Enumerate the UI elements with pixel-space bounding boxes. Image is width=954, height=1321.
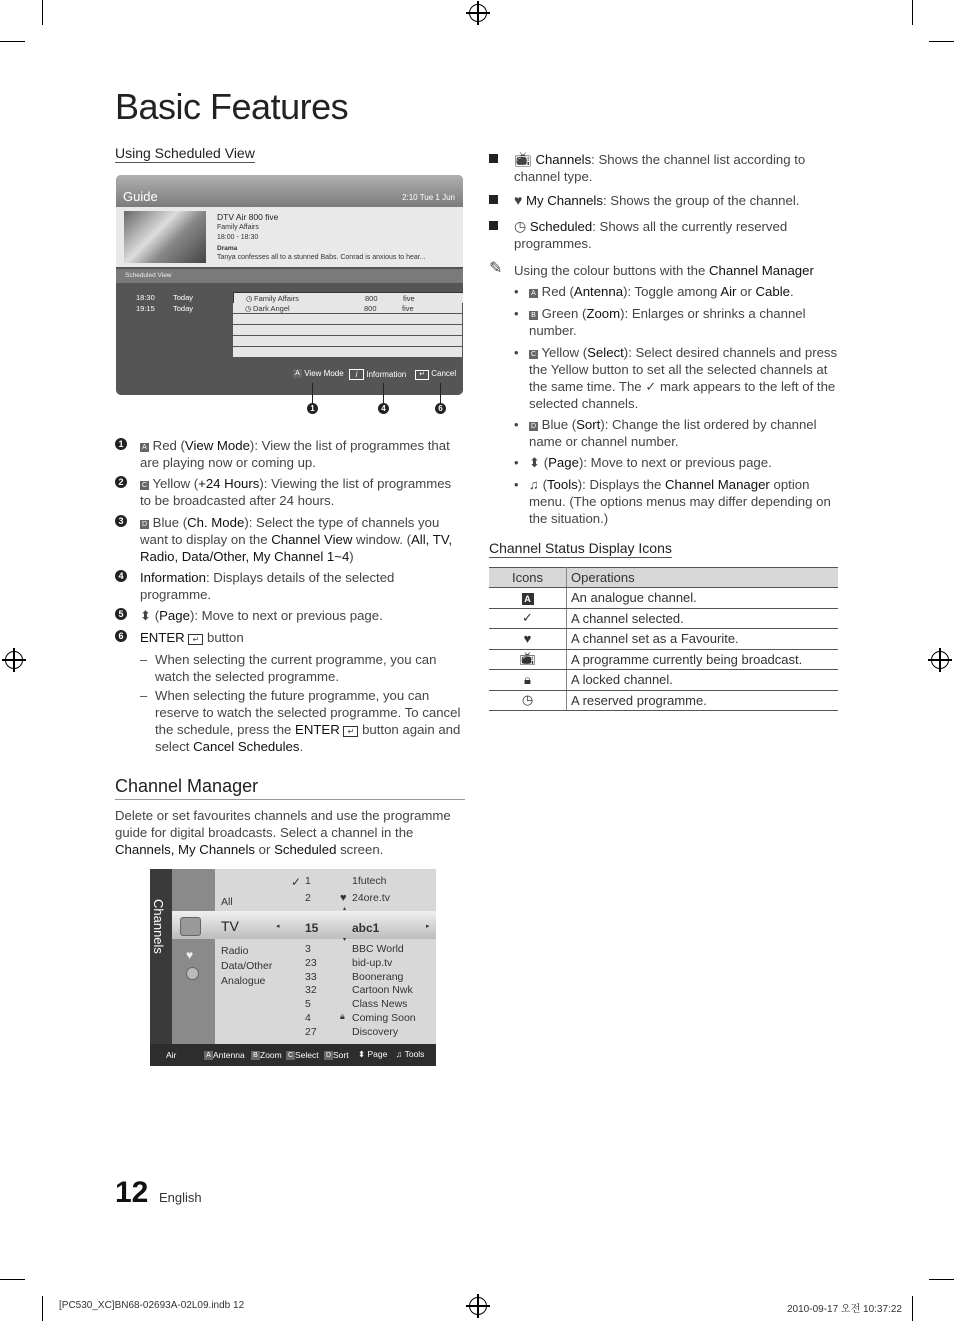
list-item: [514, 305, 838, 339]
item-number: 1: [115, 438, 127, 450]
table-row[interactable]: [116, 292, 463, 303]
text: option menu. (The options menus may differ depending on the situation.): [529, 477, 831, 526]
dash-marker: –: [140, 652, 148, 667]
text: Yellow (: [541, 345, 588, 360]
yellow-c-key-icon: C: [287, 1052, 294, 1059]
text: : Shows the group of the channel.: [602, 193, 800, 208]
crop-mark: [42, 0, 43, 25]
channel-name[interactable]: Cartoon Nwk: [352, 984, 413, 996]
table-row[interactable]: [116, 325, 463, 336]
operation-cell: A programme currently being broadcast.: [567, 649, 839, 670]
item-number: 4: [115, 570, 127, 582]
bold-text: My Channels: [525, 193, 603, 208]
note: [489, 262, 838, 279]
registration-mark-icon: [931, 651, 949, 669]
dash-marker: –: [140, 688, 148, 703]
bold-text: Air: [720, 284, 737, 299]
table-row: [489, 629, 838, 650]
check-icon: ✓: [645, 379, 657, 394]
yellow-c-key-icon: C: [530, 351, 537, 358]
callout-line: [312, 383, 313, 403]
table-row[interactable]: [116, 347, 463, 358]
crop-mark: [929, 41, 954, 42]
list-item: [115, 437, 465, 471]
list-item: [489, 192, 838, 209]
channel-number: 33: [305, 971, 317, 983]
scheduled-view-band: [116, 269, 463, 283]
list-item: [115, 514, 465, 565]
bold-text: All, TV, Radio, Data/Other, My Channel 1~4: [140, 532, 453, 564]
text: When selecting the current programme, you can watch the selected programme.: [155, 652, 437, 684]
guide-screen: [116, 175, 463, 395]
bold-text: Cable: [755, 284, 790, 299]
tv-icon[interactable]: [180, 917, 201, 936]
channel-name[interactable]: BBC World: [352, 943, 404, 955]
table-row: [489, 670, 838, 691]
text: ): Select the type of channels you want to display on the: [140, 515, 440, 547]
page-number: 12: [115, 1176, 149, 1209]
channel-number: 27: [305, 1026, 317, 1038]
channel-name[interactable]: Class News: [352, 998, 408, 1010]
list-item: [140, 687, 465, 755]
icon-cell: [489, 588, 567, 609]
channel-name[interactable]: Boonerang: [352, 971, 404, 983]
bold-text: Cancel Schedules: [193, 739, 300, 754]
guide-clock: 2:10 Tue 1 Jun: [402, 193, 455, 202]
bold-text: Select: [587, 345, 624, 360]
channel-name[interactable]: bid-up.tv: [352, 957, 393, 969]
zoom-button[interactable]: [251, 1050, 282, 1060]
view-mode-label: View Mode: [304, 369, 344, 378]
row-name: five: [403, 294, 415, 303]
item-number: 3: [115, 515, 127, 527]
row-title: Family Affairs: [254, 294, 299, 303]
cancel-button[interactable]: [415, 369, 456, 380]
channel-number: 1: [305, 875, 311, 887]
channel-number: 23: [305, 957, 317, 969]
channel-name[interactable]: 24ore.tv: [352, 892, 390, 904]
category-all[interactable]: All: [221, 896, 233, 908]
channel-status-table: [489, 567, 838, 711]
row-time: 19:15: [136, 304, 155, 313]
selected-row-highlight[interactable]: [172, 911, 436, 939]
sort-label: Sort: [333, 1050, 349, 1060]
view-mode-button[interactable]: [293, 369, 344, 378]
icon-cell: [489, 608, 567, 629]
bold-text: Channels: [535, 152, 592, 167]
red-a-key-icon: A: [529, 289, 538, 298]
bold-text: Channel Manager: [709, 263, 814, 278]
text: ): Toggle among: [623, 284, 721, 299]
category-column: [172, 869, 215, 1044]
operation-cell: An analogue channel.: [567, 588, 839, 609]
bold-text: Sort: [576, 417, 601, 432]
bold-text: Tools: [546, 477, 578, 492]
select-label: Select: [295, 1050, 319, 1060]
list-item: [115, 569, 465, 603]
guide-programme: Family Affairs: [217, 224, 259, 231]
lock-icon: 🔒︎: [340, 1011, 345, 1021]
row-title: Dark Angel: [253, 304, 290, 313]
zoom-label: Zoom: [260, 1050, 282, 1060]
icon-cell: [489, 670, 567, 691]
callout-1: 1: [307, 403, 318, 414]
bullet-dot: •: [514, 345, 519, 360]
channel-name[interactable]: Discovery: [352, 1026, 399, 1038]
antenna-label: Antenna: [213, 1050, 245, 1060]
page-title: Basic Features: [115, 86, 349, 127]
guide-title: Guide: [123, 189, 158, 204]
guide-header: [116, 175, 463, 207]
blue-d-key-icon: D: [141, 521, 148, 528]
channels-tab-icon: 📺︎: [514, 151, 532, 167]
channel-number: 2: [305, 892, 311, 904]
list-item: [514, 454, 838, 471]
bullet-dot: •: [514, 477, 519, 492]
crop-mark: [912, 1296, 913, 1321]
text: .: [789, 284, 794, 299]
page-label: Page: [367, 1049, 388, 1059]
text: ): Viewing the list of programmes to be broadcasted after 24 hours.: [140, 476, 452, 508]
list-item: [489, 151, 838, 185]
red-a-key-icon: A: [140, 443, 149, 452]
guide-synopsis: Tanya confesses all to a stunned Babs. Conrad is anxious to hear...: [217, 254, 426, 261]
text: ): Select desired channels and press the Yellow button to set all the selected channels at the same time. The: [529, 345, 838, 394]
table-row: [489, 588, 838, 609]
bullet-dot: •: [514, 284, 519, 299]
bullet-dot: •: [514, 417, 519, 432]
channel-name[interactable]: 1futech: [352, 875, 387, 887]
table-row[interactable]: [116, 336, 463, 347]
text: ): Displays the: [577, 477, 665, 492]
table-row: [489, 690, 838, 711]
enter-icon: ↵: [415, 370, 429, 380]
note-pencil-icon: ✎: [489, 260, 503, 277]
row-num: 800: [364, 304, 377, 313]
bullet-dot: •: [514, 455, 519, 470]
info-icon: i: [349, 369, 364, 380]
text: ): Move to next or previous page.: [578, 455, 772, 470]
bold-text: Channel View: [271, 532, 353, 547]
page-updown-icon: ⬍: [140, 608, 152, 623]
cancel-label: Cancel: [431, 369, 457, 378]
column-header: Icons: [489, 568, 567, 588]
tools-icon: ♫: [529, 477, 539, 492]
row-day: Today: [173, 304, 194, 313]
list-item: [115, 629, 465, 646]
lock-icon: 🔒︎: [524, 671, 531, 687]
text: mark appears to the left of the selected channels.: [529, 379, 836, 411]
clock-icon: ◷: [245, 304, 252, 313]
list-item: [514, 344, 838, 412]
list-item: [115, 475, 465, 509]
channel-number: 32: [305, 984, 317, 996]
list-item: [514, 416, 838, 450]
table-row[interactable]: [116, 314, 463, 325]
print-slug-file: [PC530_XC]BN68-02693A-02L09.indb 12: [59, 1300, 245, 1311]
category-analogue[interactable]: Analogue: [221, 975, 266, 987]
guide-channel: DTV Air 800 five: [217, 212, 279, 222]
channel-number: 4: [305, 1012, 311, 1024]
bold-text: Channel Manager: [664, 477, 770, 492]
heart-icon: ♥: [514, 192, 523, 208]
operation-cell: A locked channel.: [567, 670, 839, 691]
table-row: [489, 608, 838, 629]
heart-icon: ♥: [523, 631, 532, 647]
analogue-a-icon: A: [522, 593, 534, 605]
antenna-button[interactable]: [204, 1050, 245, 1060]
scheduled-clock-icon[interactable]: [186, 967, 199, 980]
tools-button[interactable]: [396, 1049, 424, 1059]
text: : Displays details of the selected programme.: [140, 570, 395, 602]
operation-cell: A channel selected.: [567, 608, 839, 629]
callout-4: 4: [378, 403, 389, 414]
heart-icon: ♥: [340, 892, 347, 904]
bold-text: ENTER: [295, 722, 340, 737]
icon-cell: [489, 690, 567, 711]
text: : Shows all the currently reserved programmes.: [514, 219, 788, 251]
sort-button[interactable]: [324, 1050, 349, 1060]
crop-mark: [42, 1296, 43, 1321]
callout-line: [383, 383, 384, 403]
callout-line: [440, 383, 441, 403]
list-item: [489, 218, 838, 252]
channels-side-tab: [150, 869, 172, 1044]
channel-number: 3: [305, 943, 311, 955]
text: Using the colour buttons with the: [514, 263, 709, 278]
text: .: [299, 739, 304, 754]
category-tv[interactable]: TV: [221, 918, 239, 934]
text: ): View the list of programmes that are playing now or coming up.: [140, 438, 450, 470]
text: ): Enlarges or shrinks a channel number.: [529, 306, 806, 338]
bold-text: View Mode: [184, 438, 250, 453]
text: ): Move to next or previous page.: [189, 608, 383, 623]
row-time: 18:30: [136, 293, 155, 302]
information-label: Information: [366, 370, 407, 379]
bold-text: Ch. Mode: [187, 515, 245, 530]
text: window. (: [352, 532, 412, 547]
bold-text: Channels, My Channels: [115, 842, 256, 857]
arrow-right-icon: ▸: [426, 923, 430, 930]
clock-icon: ◷: [521, 692, 534, 708]
bold-text: Information: [140, 570, 206, 585]
bold-text: +24 Hours: [198, 476, 260, 491]
text: or: [255, 842, 275, 857]
channel-number: 5: [305, 998, 311, 1010]
icon-cell: [489, 629, 567, 650]
text: ): [349, 549, 354, 564]
arrow-left-icon: ◂: [276, 923, 280, 930]
list-item: [514, 476, 838, 527]
row-name: five: [402, 304, 414, 313]
table-heading: Channel Status Display Icons: [489, 540, 672, 556]
clock-icon: ◷: [246, 294, 253, 303]
column-header: Operations: [567, 568, 839, 588]
tools-label: Tools: [404, 1049, 425, 1059]
text: Red (: [541, 284, 574, 299]
guide-time: 18:00 - 18:30: [217, 234, 259, 241]
check-icon: ✓: [291, 875, 302, 889]
text: (: [543, 455, 549, 470]
channel-manager-body: [115, 807, 455, 858]
text: Red (: [152, 438, 185, 453]
text: Green (: [541, 306, 587, 321]
section-subheading: Using Scheduled View: [115, 145, 255, 161]
registration-mark-icon: [469, 1297, 487, 1315]
green-b-key-icon: B: [529, 311, 538, 320]
select-button[interactable]: [286, 1050, 319, 1060]
guide-genre: Drama: [217, 245, 238, 252]
operation-cell: A reserved programme.: [567, 690, 839, 711]
text: screen.: [336, 842, 384, 857]
clock-icon: ◷: [514, 218, 527, 234]
table-header-row: [489, 568, 838, 588]
channels-footer: [150, 1044, 436, 1066]
enter-icon: ↵: [343, 726, 358, 737]
crop-mark: [0, 1279, 25, 1280]
print-slug-date: 2010-09-17 오전 10:37:22: [787, 1304, 902, 1315]
category-radio[interactable]: Radio: [221, 945, 249, 957]
enter-icon: ↵: [188, 634, 203, 645]
guide-info-panel: [116, 207, 463, 267]
page-updown-icon: ⬍: [358, 1049, 366, 1059]
text: (: [154, 608, 160, 623]
blue-d-key-icon: D: [325, 1052, 332, 1059]
bullet-dot: •: [514, 306, 519, 321]
table-row[interactable]: [116, 303, 463, 314]
text: or: [736, 284, 756, 299]
channels-screen: [150, 869, 436, 1066]
text: button: [203, 630, 244, 645]
page-updown-icon: ⬍: [529, 455, 541, 470]
programme-thumbnail: [124, 211, 206, 263]
channel-number: 15: [305, 921, 319, 935]
registration-mark-icon: [5, 651, 23, 669]
side-label: Channels: [151, 899, 166, 954]
square-bullet: [489, 195, 498, 204]
blue-d-key-icon: D: [530, 423, 537, 430]
text: (: [542, 477, 547, 492]
callout-6: 6: [435, 403, 446, 414]
tools-icon: ♫: [396, 1049, 403, 1059]
bold-text: Antenna: [573, 284, 624, 299]
list-item: [514, 283, 838, 300]
channel-name[interactable]: Coming Soon: [352, 1012, 416, 1024]
bold-text: ENTER: [140, 630, 185, 645]
text: Delete or set favourites channels and use the programme guide for digital broadcasts. Select a channel in the: [115, 808, 451, 840]
icon-cell: [489, 649, 567, 670]
bold-text: Zoom: [586, 306, 621, 321]
page-button[interactable]: [358, 1049, 387, 1060]
tv-broadcast-icon: 📺︎: [519, 651, 536, 667]
band-label: Scheduled View: [125, 272, 172, 279]
list-item: [115, 607, 465, 624]
item-number: 2: [115, 476, 127, 488]
item-number: 5: [115, 608, 127, 620]
yellow-c-key-icon: C: [141, 482, 148, 489]
green-b-key-icon: B: [251, 1051, 260, 1060]
text: ): Change the list ordered by channel name or channel number.: [529, 417, 817, 449]
red-a-key-icon: A: [293, 369, 302, 378]
channel-manager-heading: Channel Manager: [115, 776, 465, 800]
channel-name[interactable]: abc1: [352, 921, 380, 935]
check-icon: ✓: [522, 610, 533, 626]
bold-text: Scheduled: [529, 219, 593, 234]
row-num: 800: [365, 294, 378, 303]
bold-text: Page: [159, 608, 190, 623]
text: : Shows the channel list according to channel type.: [514, 152, 806, 184]
air-label: Air: [166, 1050, 177, 1060]
bold-text: Page: [548, 455, 579, 470]
list-item: [140, 651, 465, 685]
arrow-down-icon: ▾: [343, 937, 347, 943]
text: button again and select: [155, 722, 461, 754]
arrow-up-icon: ▴: [343, 906, 347, 912]
bold-text: Scheduled: [274, 842, 337, 857]
crop-mark: [912, 0, 913, 25]
red-a-key-icon: A: [204, 1051, 213, 1060]
heart-icon[interactable]: ♥: [186, 948, 194, 962]
registration-mark-icon: [469, 4, 487, 22]
crop-mark: [929, 1279, 954, 1280]
row-day: Today: [173, 293, 194, 302]
text: Yellow (: [152, 476, 199, 491]
square-bullet: [489, 154, 498, 163]
text: Blue (: [541, 417, 577, 432]
table-row: [489, 649, 838, 670]
operation-cell: A channel set as a Favourite.: [567, 629, 839, 650]
square-bullet: [489, 221, 498, 230]
text: Blue (: [152, 515, 188, 530]
crop-mark: [0, 41, 25, 42]
text: When selecting the future programme, you can reserve to watch the selected programme. To cancel the schedule, press the: [155, 688, 461, 737]
item-number: 6: [115, 630, 127, 642]
page-language: English: [159, 1190, 202, 1205]
category-data-other[interactable]: Data/Other: [221, 960, 273, 972]
information-button[interactable]: [349, 369, 406, 380]
